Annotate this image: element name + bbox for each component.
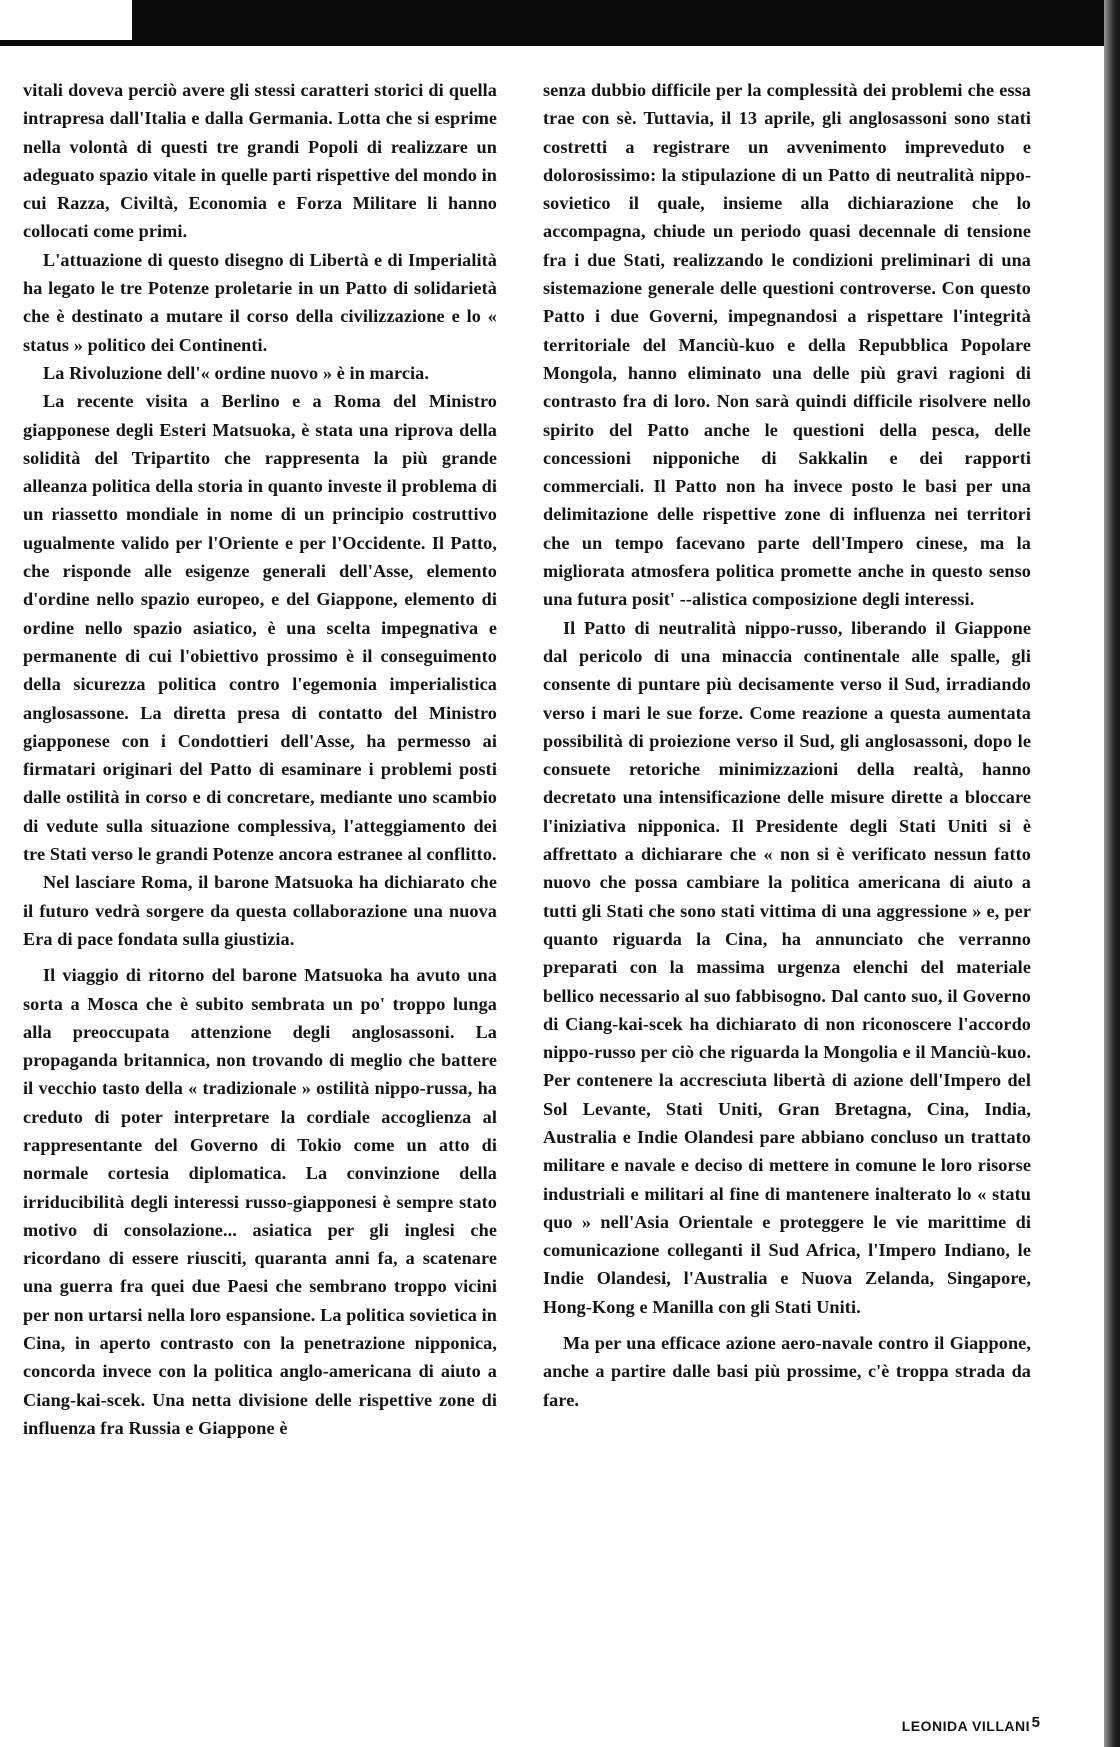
paragraph: Nel lasciare Roma, il barone Matsuoka ha dichiarato che il futuro vedrà sorgere da questa collaborazione una nuova Era di pace fondata sulla giustizia. [23, 872, 497, 949]
paragraph: Il Patto di neutralità nippo-russo, liberando il Giappone dal pericolo di una minaccia continentale alle spalle, gli consente di puntare più decisamente verso il Sud, irradiando verso i mari le sue forze. Come reazione a questa aumentata possibilità di proiezione verso il Sud, gli anglosassoni, dopo le consuete retoriche minimizzazioni della realtà, hanno decretato una intensificazione delle misure dirette a bloccare l'iniziativa nipponica. Il Presidente degli Stati Uniti si è affrettato a dichiarare che « non si è verificato nessun fatto nuovo che possa cambiare la politica americana di aiuto a tutti gli Stati che sono stati vittima di una aggressione » e, per quanto riguarda la Cina, ha annunciato che verranno preparati con la massima urgenza elenchi del materiale bellico necessario al suo fabbisogno. Dal canto suo, il Governo di Ciang-kai-scek ha dichiarato di non riconoscere l'accordo nippo-russo per ciò che riguarda la Mongolia e il Manciù-kuo. Per contenere la accresciuta libertà di azione dell'Impero del Sol Levante, Stati Uniti, Gran Bretagna, Cina, India, Australia e Indie Olandesi pare abbiano concluso un trattato militare e navale e deciso di mettere in comune le loro risorse industriali e militari al fine di mantenere inalterato lo « statu quo » nell'Asia Orientale e proteggere le vie marittime di comunicazione colleganti il Sud Africa, l'Impero Indiano, le Indie Olandesi, l'Australia e Nuova Zelanda, Singapore, Hong-Kong e Manilla con gli Stati Uniti. [543, 617, 1031, 1317]
page-number: 5 [1031, 1714, 1040, 1731]
paragraph: Il viaggio di ritorno del barone Matsuoka ha avuto una sorta a Mosca che è subito sembrata un po' troppo lunga alla preoccupata attenzione degli anglosassoni. La propaganda britannica, non trovando di meglio che battere il vecchio tasto della « tradizionale » ostilità nippo-russa, ha creduto di poter interpretare la cordiale accoglienza al rappresentante del Governo di Tokio come un atto di normale cortesia diplomatica. La convinzione della irriducibilità degli interessi russo-giapponesi è sempre stato motivo di consolazione... asiatica per gli inglesi che ricordano di essere riusciti, quaranta anni fa, a scatenare una guerra fra quei due Paesi che sembrano troppo vicini per non urtarsi nella loro espansione. La politica sovietica in Cina, in aperto contrasto con la penetrazione nipponica, concorda invece con la politica anglo-americana di aiuto a Ciang-kai-scek. Una netta divisione delle rispettive zone di influenza fra Russia e Giappone è [23, 965, 497, 1438]
paragraph: L'attuazione di questo disegno di Libertà e di Imperialità ha legato le tre Potenze proletarie in un Patto di solidarietà che è destinato a mutare il corso della civilizzazione e lo « status » politico dei Continenti. [23, 249, 497, 355]
article-right-column [543, 76, 1031, 1414]
paragraph: senza dubbio difficile per la complessità dei problemi che essa trae con sè. Tuttavia, il 13 aprile, gli anglosassoni sono stati costretti a registrare un avvenimento impreveduto e dolorosissimo: la stipulazione di un Patto di neutralità nippo-sovietico il quale, insieme alla dichiarazione che lo accompagna, chiude un periodo quasi decennale di tensione fra i due Stati, realizzando le condizioni preliminari di una sistemazione generale delle questioni controverse. Con questo Patto i due Governi, impegnandosi a rispettare l'integrità territoriale del Manciù-kuo e della Repubblica Popolare Mongola, hanno eliminato una delle più gravi ragioni di contrasto fra di loro. Non sarà quindi difficile risolvere nello spirito del Patto anche le questioni della pesca, delle concessioni nipponiche di Sakkalin e dei rapporti commerciali. Il Patto non ha invece posto le basi per una delimitazione delle rispettive zone di influenza nei territori che un tempo facevano parte dell'Impero cinese, ma la migliorata atmosfera politica promette anche in questo senso una futura posit' --alistica composizione degli interessi. [543, 80, 1031, 610]
paragraph: Ma per una efficace azione aero-navale contro il Giappone, anche a partire dalle basi più prossime, c'è troppa strada da fare. [543, 1333, 1031, 1410]
scan-right-border [1104, 0, 1120, 1747]
scan-top-border [0, 0, 1120, 46]
paragraph: La recente visita a Berlino e a Roma del Ministro giapponese degli Esteri Matsuoka, è stata una riprova della solidità del Tripartito che rappresenta la più grande alleanza politica della storia in quanto investe il problema di un riassetto mondiale in nome di un principio costruttivo ugualmente valido per l'Oriente e per l'Occidente. Il Patto, che risponde alle esigenze generali dell'Asse, elemento d'ordine nello spazio europeo, e del Giappone, elemento di ordine nello spazio asiatico, è una scelta impegnativa e permanente di cui l'obiettivo prossimo è il conseguimento della sicurezza politica contro l'egemonia imperialistica anglosassone. La diretta presa di contatto del Ministro giapponese con i Condottieri dell'Asse, ha permesso ai firmatari originari del Patto di esaminare i problemi posti dalle ostilità in corso e di concretare, mediante uno scambio di vedute sulla situazione complessiva, l'atteggiamento dei tre Stati verso le grandi Potenze ancora estranee al conflitto. [23, 391, 497, 865]
article-left-column [23, 76, 497, 1442]
paragraph: vitali doveva perciò avere gli stessi caratteri storici di quella intrapresa dall'Italia e dalla Germania. Lotta che si esprime nella volontà di questi tre grandi Popoli di realizzare un adeguato spazio vitale in quelle parti rispettive del mondo in cui Razza, Civiltà, Economia e Forza Militare li hanno collocati come primi. [23, 80, 497, 242]
author-signature: LEONIDA VILLANI [901, 1718, 1030, 1734]
paragraph: La Rivoluzione dell'« ordine nuovo » è in marcia. [43, 362, 430, 383]
scan-top-notch [0, 0, 132, 46]
